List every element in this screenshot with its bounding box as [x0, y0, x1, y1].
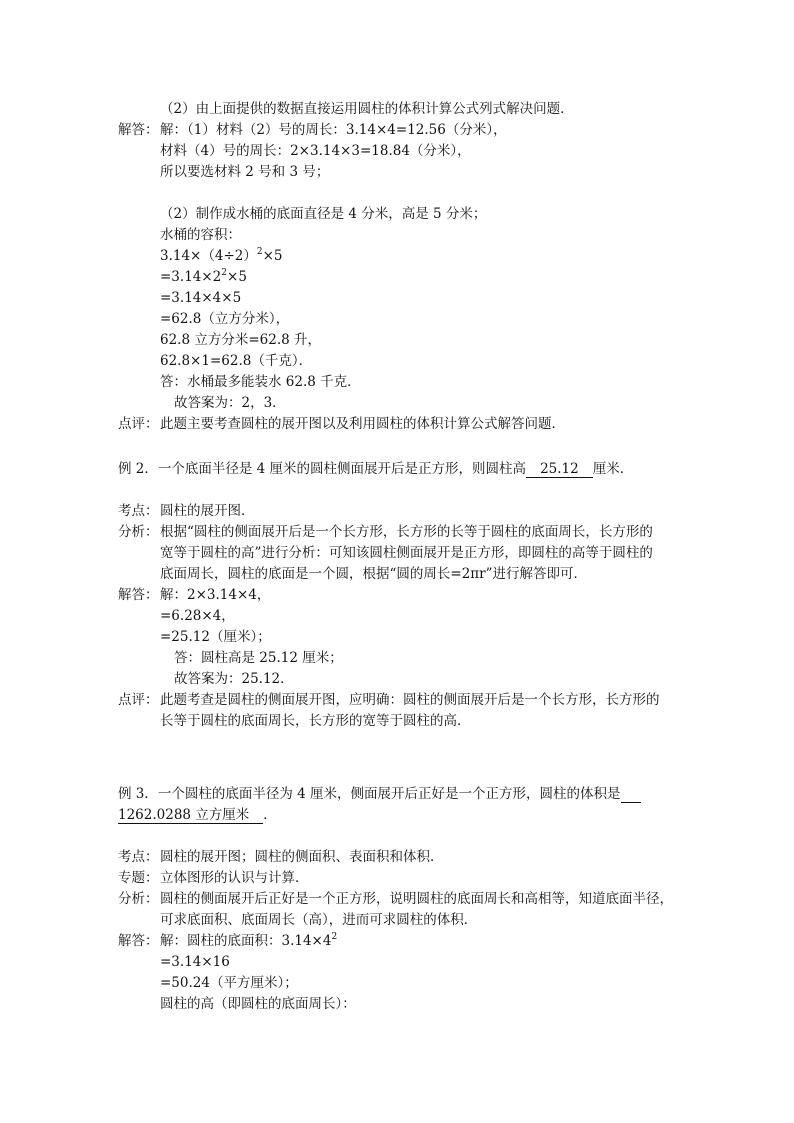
answer-blank-start — [621, 786, 641, 803]
question-text: 厘米． — [592, 461, 634, 477]
answer-line: 圆柱的高（即圆柱的底面周长）： — [160, 996, 356, 1012]
answer-line: （2）制作成水桶的底面直径是 4 分米，高是 5 分米； — [160, 206, 487, 222]
question-text: ． — [263, 807, 277, 823]
formula-line: =50.24（平方厘米）； — [160, 975, 298, 991]
formula-part: 3.14×（4÷2） — [160, 248, 257, 264]
answer-statement: 答：圆柱高是 25.12 厘米； — [174, 650, 343, 666]
answer-label: 解答： — [118, 122, 159, 138]
comment-text: 此题考查是圆柱的侧面展开图，应明确：圆柱的侧面展开后是一个长方形，长方形的 — [160, 692, 660, 708]
answer-blank: 1262.0288 立方厘米 — [118, 807, 263, 824]
comment-label: 点评： — [118, 416, 159, 432]
formula-line: =6.28×4， — [160, 608, 235, 624]
formula-part: =3.14×2 — [160, 269, 222, 285]
formula-line: =3.14×4×5 — [160, 290, 242, 306]
answer-line: 解：（1）材料（2）号的周长：3.14×4=12.56（分米）， — [160, 122, 507, 138]
formula-line: =62.8（立方分米）， — [160, 311, 290, 327]
example-3-question-cont — [118, 806, 277, 824]
analysis-label: 分析： — [118, 524, 159, 540]
answer-line: 材料（4）号的周长：2×3.14×3=18.84（分米）， — [160, 143, 471, 159]
formula-line — [160, 932, 337, 950]
point-text: 圆柱的展开图；圆柱的侧面积、表面积和体积． — [160, 849, 444, 865]
topic-text: 立体图形的认识与计算． — [160, 870, 309, 886]
comment-text: 此题主要考查圆柱的展开图以及利用圆柱的体积计算公式解答问题． — [160, 416, 565, 432]
formula-line: =3.14×16 — [160, 954, 230, 970]
formula-line: =25.12（厘米）； — [160, 629, 271, 645]
comment-label: 点评： — [118, 692, 159, 708]
formula-line: 62.8 立方分米=62.8 升， — [160, 332, 322, 348]
comment-text: 长等于圆柱的底面周长，长方形的宽等于圆柱的高． — [160, 713, 471, 729]
final-answer: 故答案为：25.12． — [174, 671, 294, 687]
step-2-description: （2）由上面提供的数据直接运用圆柱的体积计算公式列式解决问题． — [160, 101, 574, 117]
question-text: 例 3．一个圆柱的底面半径为 4 厘米，侧面展开后正好是一个正方形，圆柱的体积是 — [118, 786, 621, 802]
analysis-text: 可求底面积、底面周长（高），进而可求圆柱的体积． — [160, 912, 478, 928]
answer-blank: 25.12 — [526, 461, 593, 478]
analysis-text: 圆柱的侧面展开后正好是一个正方形，说明圆柱的底面周长和高相等，知道底面半径， — [160, 891, 673, 907]
analysis-label: 分析： — [118, 891, 159, 907]
answer-line: 所以要选材料 2 号和 3 号； — [160, 164, 330, 180]
point-label: 考点： — [118, 849, 159, 865]
analysis-text: 底面周长，圆柱的底面是一个圆，根据“圆的周长=2πr”进行解答即可． — [160, 566, 588, 582]
question-text: 例 2．一个底面半径是 4 厘米的圆柱侧面展开后是正方形，则圆柱高 — [118, 461, 527, 477]
formula-line — [160, 247, 283, 265]
exponent: 2 — [221, 268, 228, 278]
exponent: 2 — [331, 932, 338, 942]
example-2-question — [118, 460, 633, 478]
analysis-text: 宽等于圆柱的高”进行分析：可知该圆柱侧面展开是正方形，即圆柱的高等于圆柱的 — [160, 545, 653, 561]
formula-part: 解：圆柱的底面积：3.14×4 — [160, 933, 332, 949]
topic-label: 专题： — [118, 870, 159, 886]
formula-line — [160, 268, 247, 286]
point-label: 考点： — [118, 503, 159, 519]
final-answer: 故答案为：2，3． — [174, 395, 286, 411]
answer-label: 解答： — [118, 587, 159, 603]
point-text: 圆柱的展开图． — [160, 503, 255, 519]
answer-label: 解答： — [118, 933, 159, 949]
exponent: 2 — [256, 247, 263, 257]
analysis-text: 根据“圆柱的侧面展开后是一个长方形，长方形的长等于圆柱的底面周长，长方形的 — [160, 524, 653, 540]
formula-line: 62.8×1=62.8（千克）． — [160, 353, 313, 369]
answer-line: 水桶的容积： — [160, 227, 241, 243]
answer-statement: 答：水桶最多能装水 62.8 千克． — [160, 374, 361, 390]
example-3-question — [118, 785, 641, 803]
answer-line: 解：2×3.14×4， — [160, 587, 271, 603]
formula-part: ×5 — [262, 248, 283, 264]
formula-part: ×5 — [227, 269, 247, 285]
